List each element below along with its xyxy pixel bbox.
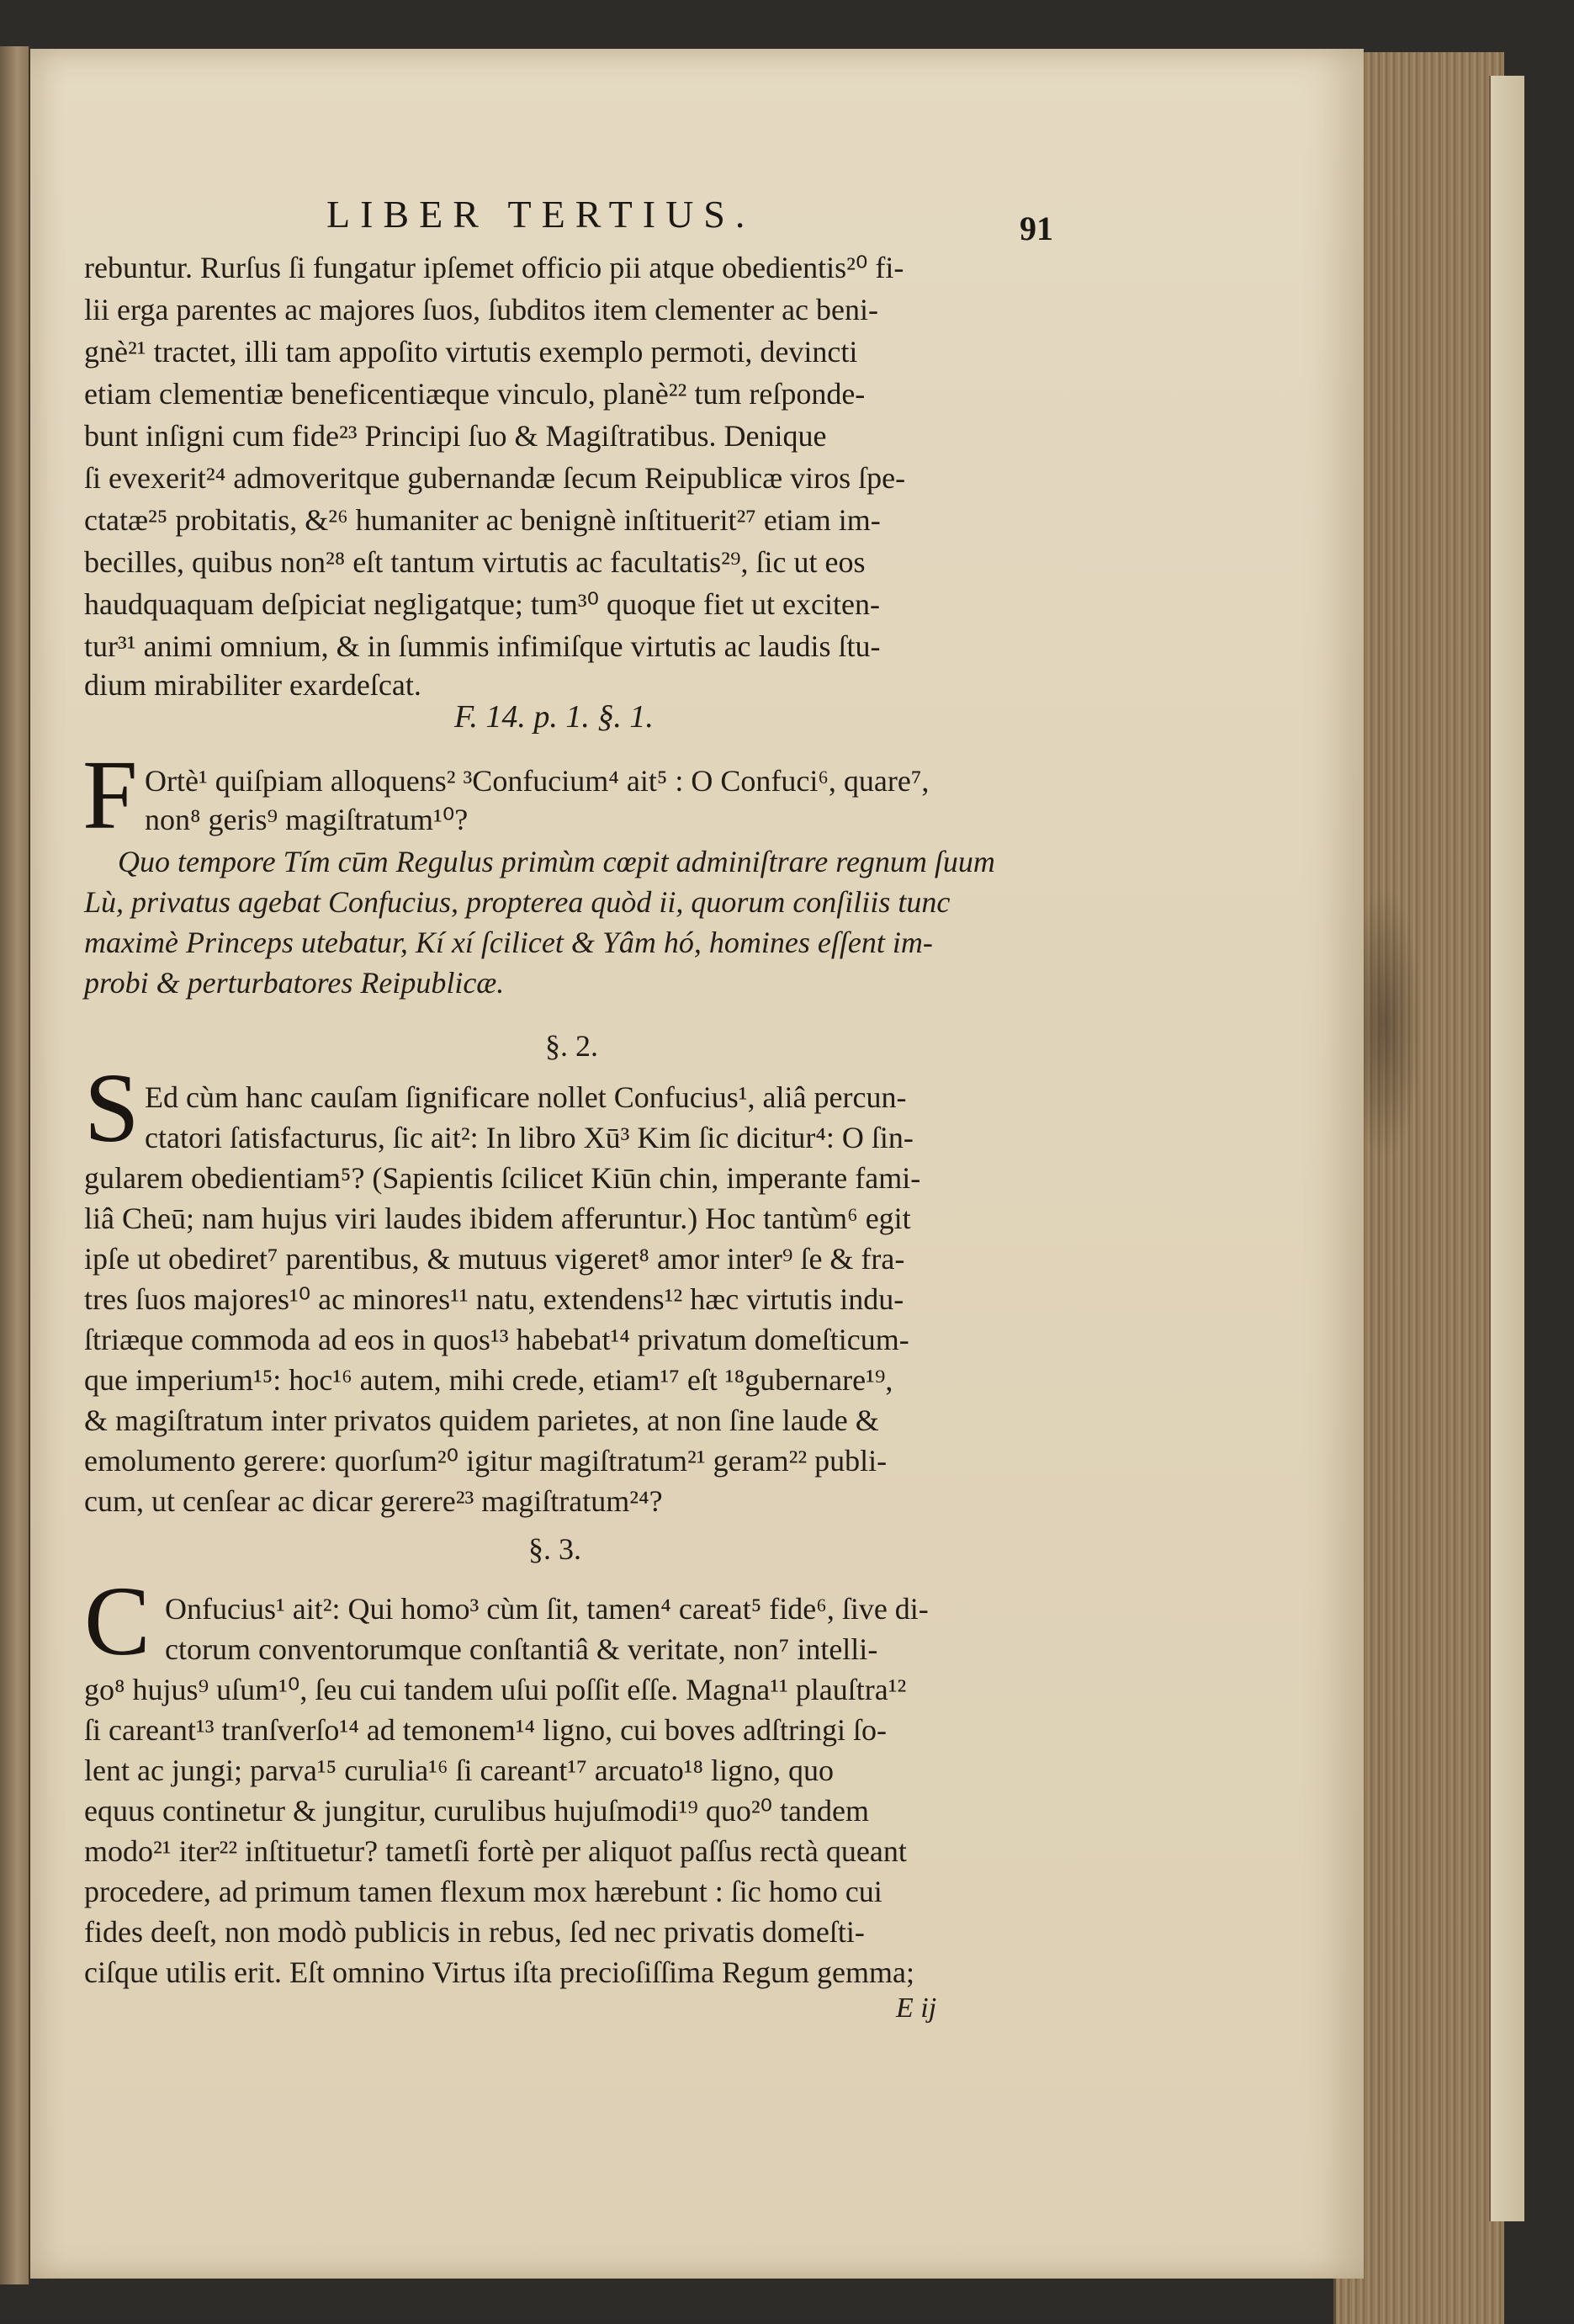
- text-line: equus continetur & jungitur, curulibus hujuſmodi¹⁹ quo²⁰ tandem: [84, 1794, 870, 1828]
- text-line: gnè²¹ tractet, illi tam appoſito virtutis exemplo permoti, devincti: [84, 335, 858, 369]
- text-line: ſi evexerit²⁴ admoveritque gubernandæ ſecum Reipublicæ viros ſpe-: [84, 461, 906, 495]
- text-line: non⁸ geris⁹ magiſtratum¹⁰?: [145, 803, 469, 836]
- text-line: rebuntur. Rurſus ſi fungatur ipſemet officio pii atque obedientis²⁰ fi-: [84, 251, 904, 284]
- text-line: ciſque utilis erit. Eſt omnino Virtus iſta precioſiſſima Regum gemma;: [84, 1955, 915, 1989]
- commentary-line: maximè Princeps utebatur, Kí xí ſcilicet & Yâm hó, homines eſſent im-: [84, 926, 933, 959]
- signature-mark: E ij: [896, 1992, 937, 2024]
- text-line: & magiſtratum inter privatos quidem parietes, at non ſine laude &: [84, 1403, 879, 1437]
- text-line: tres ſuos majores¹⁰ ac minores¹¹ natu, extendens¹² hæc virtutis indu-: [84, 1282, 904, 1316]
- text-line: haudquaquam deſpiciat negligatque; tum³⁰ quoque fiet ut exciten-: [84, 587, 880, 621]
- text-line: ſi careant¹³ tranſverſo¹⁴ ad temonem¹⁴ ligno, cui boves adſtringi ſo-: [84, 1713, 887, 1747]
- text-line: cum, ut cenſear ac dicar gerere²³ magiſtratum²⁴?: [84, 1484, 663, 1518]
- text-line: etiam clementiæ beneficentiæque vinculo, planè²² tum reſponde-: [84, 377, 866, 411]
- section-heading: §. 2.: [545, 1029, 598, 1063]
- commentary-line: Lù, privatus agebat Confucius, propterea quòd ii, quorum conſiliis tunc: [84, 885, 951, 919]
- text-line: fides deeſt, non modò publicis in rebus, ſed nec privatis domeſti-: [84, 1915, 865, 1949]
- text-line: ctorum conventorumque conſtantiâ & veritate, non⁷ intelli-: [165, 1632, 878, 1666]
- text-line: modo²¹ iter²² inſtituetur? tametſi fortè per aliquot paſſus rectà queant: [84, 1834, 907, 1868]
- text-line: emolumento gerere: quorſum²⁰ igitur magiſtratum²¹ geram²² publi-: [84, 1444, 888, 1478]
- text-line: ctatori ſatisfacturus, ſic ait²: In libro Xū³ Kim ſic dicitur⁴: O ſin-: [145, 1121, 914, 1154]
- text-line: ipſe ut obediret⁷ parentibus, & mutuus vigeret⁸ amor inter⁹ ſe & fra-: [84, 1242, 905, 1276]
- text-line: tur³¹ animi omnium, & in ſummis infimiſque virtutis ac laudis ſtu-: [84, 629, 881, 663]
- text-line: liâ Cheū; nam hujus viri laudes ibidem afferuntur.) Hoc tantùm⁶ egit: [84, 1202, 911, 1235]
- drop-capital: C: [84, 1566, 151, 1676]
- text-line: Ortè¹ quiſpiam alloquens² ³Confucium⁴ ait⁵ : O Confuci⁶, quare⁷,: [145, 764, 930, 798]
- text-line: lii erga parentes ac majores ſuos, ſubditos item clementer ac beni-: [84, 293, 878, 326]
- text-line: gularem obedientiam⁵? (Sapientis ſcilicet Kiūn chin, imperante fami-: [84, 1161, 921, 1195]
- commentary-line: probi & perturbatores Reipublicæ.: [84, 966, 505, 1000]
- text-line: Onfucius¹ ait²: Qui homo³ cùm ſit, tamen⁴ careat⁵ fide⁶, ſive di-: [165, 1592, 929, 1626]
- commentary-line: Quo tempore Tím cūm Regulus primùm cœpit adminiſtrare regnum ſuum: [118, 845, 995, 878]
- text-line: procedere, ad primum tamen flexum mox hærebunt : ſic homo cui: [84, 1875, 882, 1908]
- previous-page-edge: [0, 46, 30, 2284]
- drop-capital: F: [82, 740, 138, 850]
- text-line: go⁸ hujus⁹ uſum¹⁰, ſeu cui tandem uſui poſſit eſſe. Magna¹¹ plauſtra¹²: [84, 1673, 907, 1706]
- text-line: lent ac jungi; parva¹⁵ curulia¹⁶ ſi careant¹⁷ arcuato¹⁸ ligno, quo: [84, 1754, 835, 1787]
- drop-capital: S: [84, 1053, 140, 1163]
- text-line: becilles, quibus non²⁸ eſt tantum virtutis ac facultatis²⁹, ſic ut eos: [84, 545, 866, 579]
- text-line: dium mirabiliter exardeſcat.: [84, 668, 421, 702]
- section-heading: F. 14. p. 1. §. 1.: [454, 699, 654, 735]
- text-line: ſtriæque commoda ad eos in quos¹³ habebat¹⁴ privatum domeſticum-: [84, 1323, 909, 1356]
- text-line: Ed cùm hanc cauſam ſignificare nollet Confucius¹, aliâ percun-: [145, 1080, 907, 1114]
- page-number: 91: [1020, 210, 1053, 247]
- text-line: bunt inſigni cum fide²³ Principi ſuo & Magiſtratibus. Denique: [84, 419, 827, 453]
- running-title: LIBER TERTIUS.: [326, 193, 755, 236]
- section-heading: §. 3.: [528, 1532, 581, 1566]
- text-line: ctatæ²⁵ probitatis, &²⁶ humaniter ac benignè inſtituerit²⁷ etiam im-: [84, 503, 881, 537]
- text-line: que imperium¹⁵: hoc¹⁶ autem, mihi crede, etiam¹⁷ eſt ¹⁸gubernare¹⁹,: [84, 1363, 893, 1397]
- endpaper: [1489, 76, 1524, 2221]
